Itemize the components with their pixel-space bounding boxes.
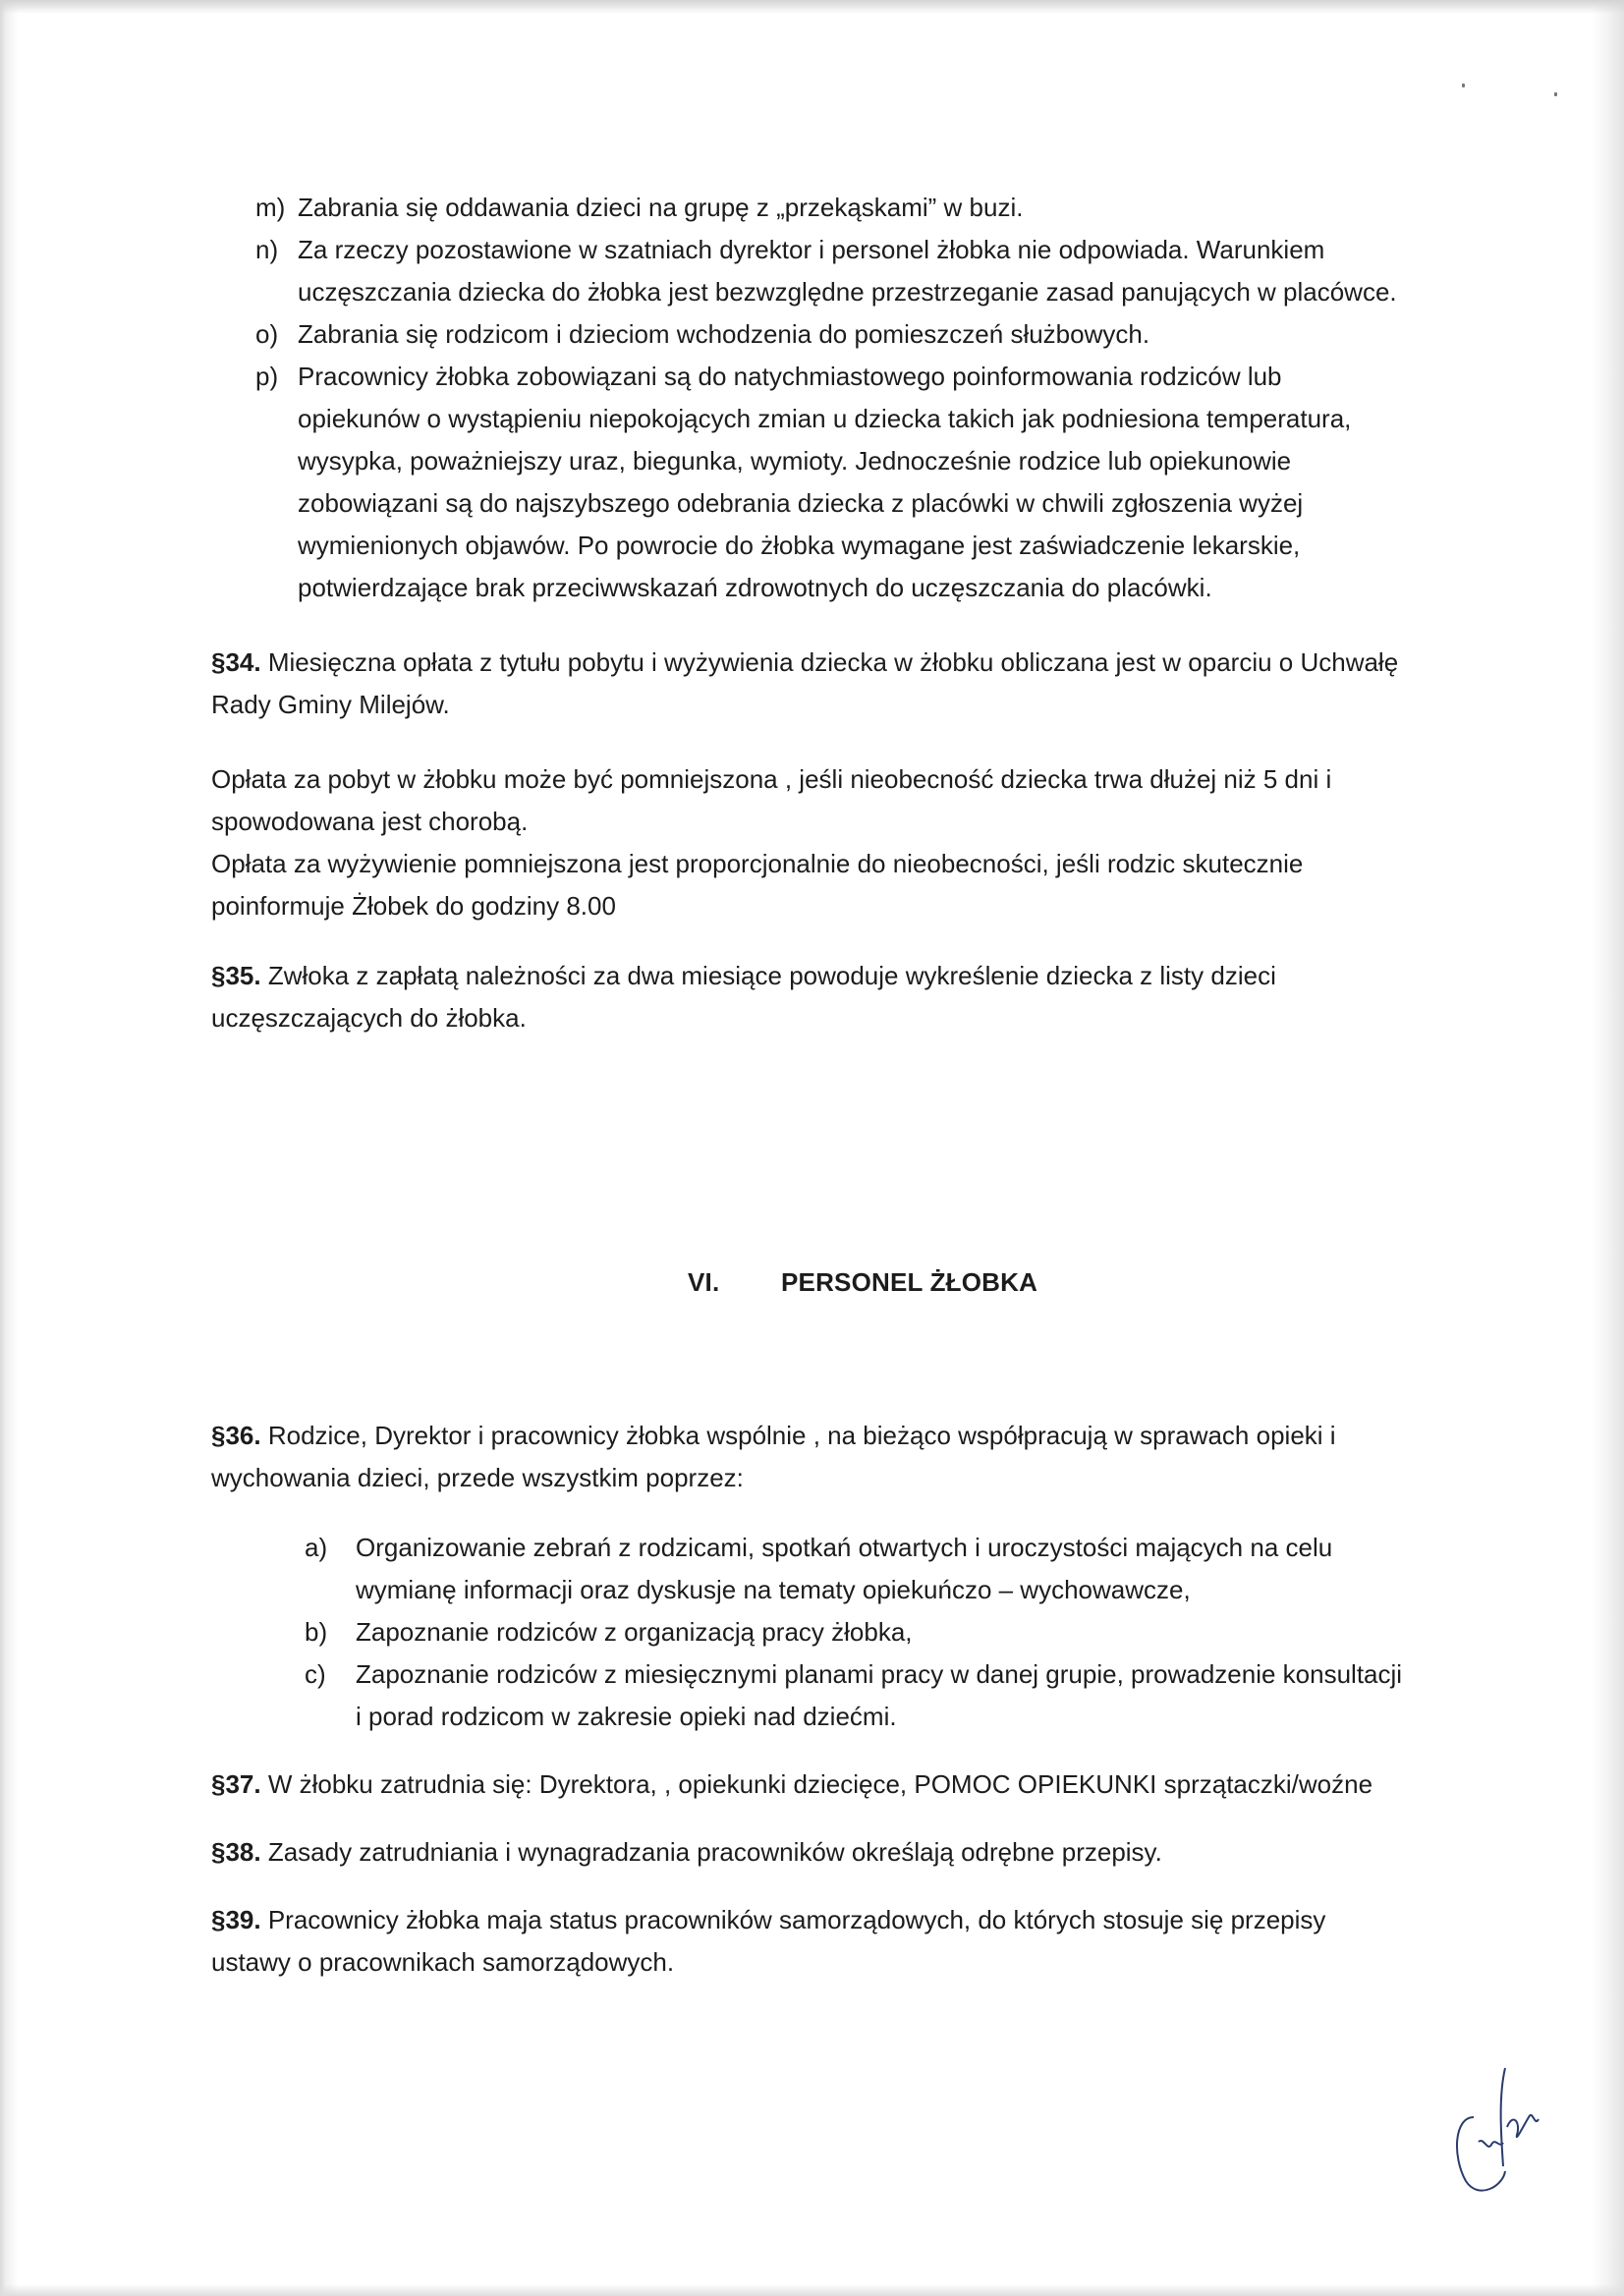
list-marker: b) bbox=[305, 1617, 328, 1647]
list-item bbox=[211, 1527, 1410, 1611]
section-heading bbox=[688, 1267, 1037, 1298]
document-body bbox=[211, 187, 1410, 1039]
section-title: PERSONEL ŻŁOBKA bbox=[781, 1267, 1038, 1297]
list-item bbox=[211, 187, 1410, 229]
document-body-lower bbox=[211, 1415, 1410, 1984]
list-item-text: Zapoznanie rodziców z organizacją pracy żłobka, bbox=[356, 1617, 913, 1647]
scan-shadow-top bbox=[0, 0, 1624, 14]
section-roman-numeral: VI. bbox=[688, 1267, 720, 1297]
section-number: §37. bbox=[211, 1769, 261, 1799]
section-number: §35. bbox=[211, 961, 261, 990]
paragraph-s36 bbox=[211, 1415, 1410, 1499]
list-item-text: Pracownicy żłobka zobowiązani są do natychmiastowego poinformowania rodziców lub opiekunów o wystąpieniu niepokojących zmian u dziecka takich jak podniesiona temperatura, wysypka, poważniejszy uraz, biegunka, wymioty. Jednocześnie rodzice lub opiekunowie zobowiązani są do najszybszego odebrania dziecka z placówki w chwili zgłoszenia wyżej wymienionych objawów. Po powrocie do żłobka wymagane jest zaświadczenie lekarskie, potwierdzające brak przeciwwskazań zdrowotnych do uczęszczania do placówki. bbox=[298, 362, 1352, 602]
section-number: §36. bbox=[211, 1421, 261, 1450]
list-marker: n) bbox=[255, 235, 279, 264]
section-number: §38. bbox=[211, 1837, 261, 1867]
list-marker: c) bbox=[305, 1659, 326, 1689]
list-item bbox=[211, 229, 1410, 313]
scan-shadow-bottom bbox=[0, 2284, 1624, 2296]
paragraph-s38 bbox=[211, 1831, 1410, 1874]
section-number: §39. bbox=[211, 1905, 261, 1934]
list-item-text: Zabrania się rodzicom i dzieciom wchodzenia do pomieszczeń służbowych. bbox=[298, 319, 1150, 349]
paragraph-fee-meals: Opłata za wyżywienie pomniejszona jest proporcjonalnie do nieobecności, jeśli rodzic skutecznie poinformuje Żłobek do godziny 8.00 bbox=[211, 849, 1304, 921]
paragraph-text: Zasady zatrudniania i wynagradzania pracowników określają odrębne przepisy. bbox=[260, 1837, 1162, 1867]
list-item bbox=[211, 313, 1410, 356]
list-item-text: Zabrania się oddawania dzieci na grupę z „przekąskami” w buzi. bbox=[298, 193, 1024, 222]
handwritten-signature bbox=[1444, 2058, 1552, 2196]
paragraph-fee-stay: Opłata za pobyt w żłobku może być pomniejszona , jeśli nieobecność dziecka trwa dłużej niż 5 dni i spowodowana jest chorobą. bbox=[211, 764, 1332, 836]
list-item-text: Organizowanie zebrań z rodzicami, spotkań otwartych i uroczystości mających na celu wymianę informacji oraz dyskusje na tematy opiekuńczo – wychowawcze, bbox=[356, 1533, 1333, 1604]
paragraph-text: W żłobku zatrudnia się: Dyrektora, , opiekunki dziecięce, POMOC OPIEKUNKI sprzątaczki/woźne bbox=[260, 1769, 1373, 1799]
scan-speck bbox=[1462, 84, 1465, 87]
paragraph-text: Zwłoka z zapłatą należności za dwa miesiące powoduje wykreślenie dziecka z listy dzieci uczęszczających do żłobka. bbox=[211, 961, 1276, 1033]
paragraph-s37 bbox=[211, 1764, 1410, 1806]
section-number: §34. bbox=[211, 647, 261, 677]
list-marker: m) bbox=[255, 193, 286, 222]
scan-speck bbox=[1554, 92, 1557, 96]
paragraph-text: Pracownicy żłobka maja status pracowników samorządowych, do których stosuje się przepisy ustawy o pracownikach samorządowych. bbox=[211, 1905, 1326, 1977]
list-item-text: Za rzeczy pozostawione w szatniach dyrektor i personel żłobka nie odpowiada. Warunkiem uczęszczania dziecka do żłobka jest bezwzględne przestrzeganie zasad panujących w placówce. bbox=[298, 235, 1397, 307]
paragraph-text: Rodzice, Dyrektor i pracownicy żłobka wspólnie , na bieżąco współpracują w sprawach opieki i wychowania dzieci, przede wszystkim poprzez: bbox=[211, 1421, 1336, 1492]
list-item-text: Zapoznanie rodziców z miesięcznymi planami pracy w danej grupie, prowadzenie konsultacji i porad rodzicom w zakresie opieki nad dziećmi. bbox=[356, 1659, 1403, 1731]
paragraph-s39 bbox=[211, 1899, 1410, 1984]
list-marker: p) bbox=[255, 362, 279, 391]
list-item bbox=[211, 356, 1410, 609]
list-marker: a) bbox=[305, 1533, 328, 1562]
list-marker: o) bbox=[255, 319, 279, 349]
paragraph-s35 bbox=[211, 955, 1410, 1039]
list-item bbox=[211, 1611, 1410, 1653]
paragraph-text: Miesięczna opłata z tytułu pobytu i wyżywienia dziecka w żłobku obliczana jest w oparciu o Uchwałę Rady Gminy Milejów. bbox=[211, 647, 1399, 719]
list-item bbox=[211, 1653, 1410, 1738]
paragraph-s34 bbox=[211, 642, 1410, 726]
